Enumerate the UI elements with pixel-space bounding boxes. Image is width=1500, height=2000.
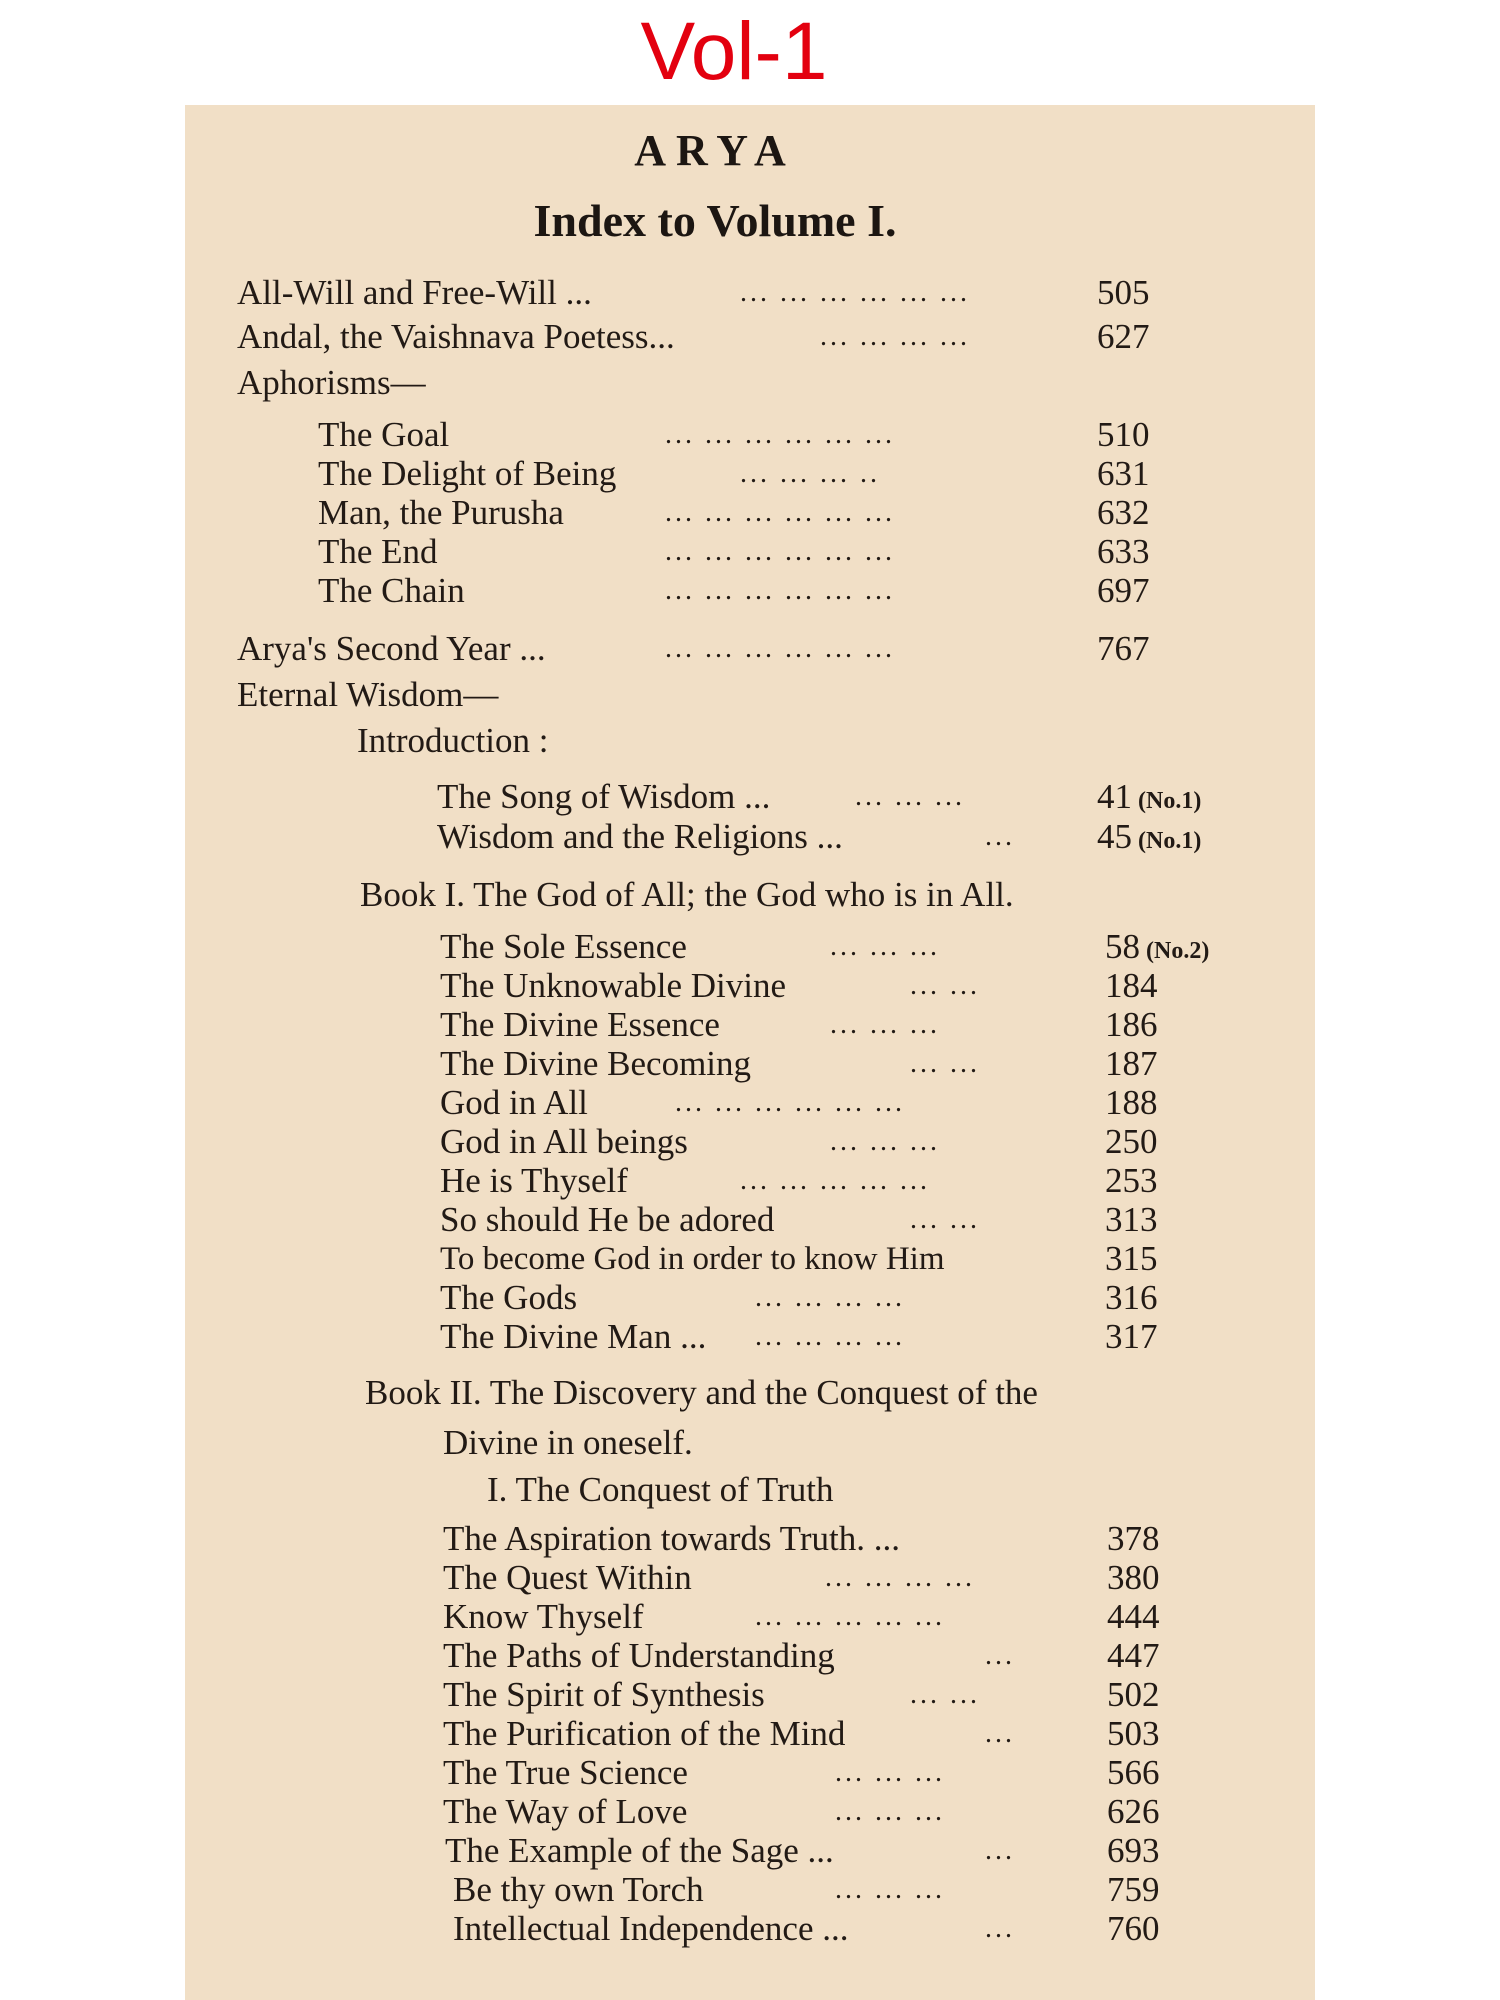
page-number: 759 (1107, 1870, 1160, 1909)
leader-dots: ... ... ... ... ... ... (675, 1087, 905, 1118)
entry-title: The Goal (318, 415, 450, 454)
page-number: 184 (1105, 966, 1158, 1005)
page-number: 633 (1097, 532, 1150, 571)
page-number: 250 (1105, 1122, 1158, 1161)
entry-title: The Song of Wisdom ... (437, 777, 771, 816)
leader-dots: ... ... ... ... (820, 321, 970, 352)
page-number: 315 (1105, 1239, 1158, 1278)
entry-title: The Aspiration towards Truth. ... (443, 1519, 900, 1558)
leader-dots: ... (985, 1718, 1015, 1749)
leader-dots: ... ... ... (830, 1126, 940, 1157)
leader-dots: ... (985, 1835, 1015, 1866)
page-number: 510 (1097, 415, 1150, 454)
leader-dots: ... ... ... (835, 1757, 945, 1788)
entry-title: The Divine Man ... (440, 1317, 707, 1356)
subsection-heading: Book I. The God of All; the God who is in All. (360, 875, 1014, 914)
page-number: 627 (1097, 317, 1150, 356)
entry-title: So should He be adored (440, 1200, 775, 1239)
page-number: 693 (1107, 1831, 1160, 1870)
entry-title: He is Thyself (440, 1161, 628, 1200)
page-number (1097, 817, 1201, 861)
entry-title: The Paths of Understanding (443, 1636, 835, 1675)
leader-dots: ... ... ... (855, 781, 965, 812)
volume-label: Vol-1 (640, 6, 828, 97)
leader-dots: ... ... ... ... ... ... (740, 277, 970, 308)
entry-title: God in All (440, 1083, 588, 1122)
issue-note: (No.2) (1146, 938, 1210, 964)
subsection-heading: Introduction : (357, 721, 549, 760)
subsection-heading: I. The Conquest of Truth (487, 1470, 834, 1509)
page-number: 505 (1097, 273, 1150, 312)
leader-dots: ... ... ... ... ... (755, 1601, 945, 1632)
entry-title: The Unknowable Divine (440, 966, 787, 1005)
page-value: 41 (1097, 777, 1132, 816)
subsection-heading: Book II. The Discovery and the Conquest of the (365, 1373, 1038, 1412)
entry-title: Intellectual Independence ... (453, 1909, 849, 1948)
page-title: Index to Volume I. (533, 195, 897, 246)
page-number: 380 (1107, 1558, 1160, 1597)
leader-dots: ... ... (910, 1204, 980, 1235)
entry-title: The Chain (318, 571, 465, 610)
entry-title: Arya's Second Year ... (237, 629, 546, 668)
entry-title: Be thy own Torch (453, 1870, 704, 1909)
page-number: 760 (1107, 1909, 1160, 1948)
page-number: 632 (1097, 493, 1150, 532)
leader-dots: ... ... ... ... ... ... (665, 536, 895, 567)
entry-title: The Divine Becoming (440, 1044, 752, 1083)
page-number: 186 (1105, 1005, 1158, 1044)
entry-title: The Sole Essence (440, 927, 687, 966)
leader-dots: ... (985, 1640, 1015, 1671)
leader-dots: ... (985, 1913, 1015, 1944)
entry-title: All-Will and Free-Will ... (237, 273, 592, 312)
page-number: 566 (1107, 1753, 1160, 1792)
page-number: 317 (1105, 1317, 1158, 1356)
page-number: 503 (1107, 1714, 1160, 1753)
entry-title: The Purification of the Mind (443, 1714, 846, 1753)
page-number: 626 (1107, 1792, 1160, 1831)
page-number: 767 (1097, 629, 1150, 668)
leader-dots: ... ... ... (830, 1009, 940, 1040)
issue-note: (No.1) (1138, 788, 1202, 814)
leader-dots: ... ... ... ... (825, 1562, 975, 1593)
entry-title: The Example of the Sage ... (445, 1831, 834, 1870)
leader-dots: ... ... ... ... ... ... (665, 419, 895, 450)
leader-dots: ... ... ... ... (755, 1321, 905, 1352)
page-number: 188 (1105, 1083, 1158, 1122)
entry-title: The Spirit of Synthesis (443, 1675, 765, 1714)
page-number: 697 (1097, 571, 1150, 610)
subsection-heading: Divine in oneself. (443, 1423, 693, 1462)
leader-dots: ... ... ... (835, 1796, 945, 1827)
entry-title: Man, the Purusha (318, 493, 564, 532)
leader-dots: ... ... ... ... ... ... (665, 633, 895, 664)
entry-title: Know Thyself (443, 1597, 644, 1636)
entry-title: The Gods (440, 1278, 578, 1317)
page-number: 316 (1105, 1278, 1158, 1317)
page-number: 313 (1105, 1200, 1158, 1239)
page-number (1105, 927, 1209, 971)
leader-dots: ... ... ... ... ... ... (665, 575, 895, 606)
entry-title: God in All beings (440, 1122, 688, 1161)
entry-title: Andal, the Vaishnava Poetess... (237, 317, 675, 356)
leader-dots: ... ... (910, 970, 980, 1001)
section-heading: Aphorisms— (237, 363, 426, 402)
page-number (1097, 777, 1201, 821)
entry-title: To become God in order to know Him (440, 1241, 945, 1277)
page-number: 253 (1105, 1161, 1158, 1200)
index-page (185, 105, 1315, 2000)
entry-title: The Delight of Being (318, 454, 617, 493)
entry-title: Wisdom and the Religions ... (437, 817, 843, 856)
issue-note: (No.1) (1138, 828, 1202, 854)
entry-title: The Quest Within (443, 1558, 692, 1597)
page-number: 187 (1105, 1044, 1158, 1083)
page-number: 447 (1107, 1636, 1160, 1675)
entry-title: The Divine Essence (440, 1005, 720, 1044)
page-number: 502 (1107, 1675, 1160, 1714)
journal-title: ARYA (634, 126, 796, 175)
entry-title: The True Science (443, 1753, 688, 1792)
leader-dots: ... ... ... ... ... (740, 1165, 930, 1196)
entry-title: The End (318, 532, 438, 571)
leader-dots: ... ... ... .. (740, 458, 880, 489)
leader-dots: ... (985, 821, 1015, 852)
leader-dots: ... ... ... ... (755, 1282, 905, 1313)
leader-dots: ... ... ... (835, 1874, 945, 1905)
section-heading: Eternal Wisdom— (237, 675, 499, 714)
leader-dots: ... ... (910, 1048, 980, 1079)
leader-dots: ... ... (910, 1679, 980, 1710)
page-value: 58 (1105, 927, 1140, 966)
leader-dots: ... ... ... ... ... ... (665, 497, 895, 528)
page-number: 444 (1107, 1597, 1160, 1636)
page-number: 378 (1107, 1519, 1160, 1558)
page-value: 45 (1097, 817, 1132, 856)
entry-title: The Way of Love (443, 1792, 688, 1831)
leader-dots: ... ... ... (830, 931, 940, 962)
page-number: 631 (1097, 454, 1150, 493)
